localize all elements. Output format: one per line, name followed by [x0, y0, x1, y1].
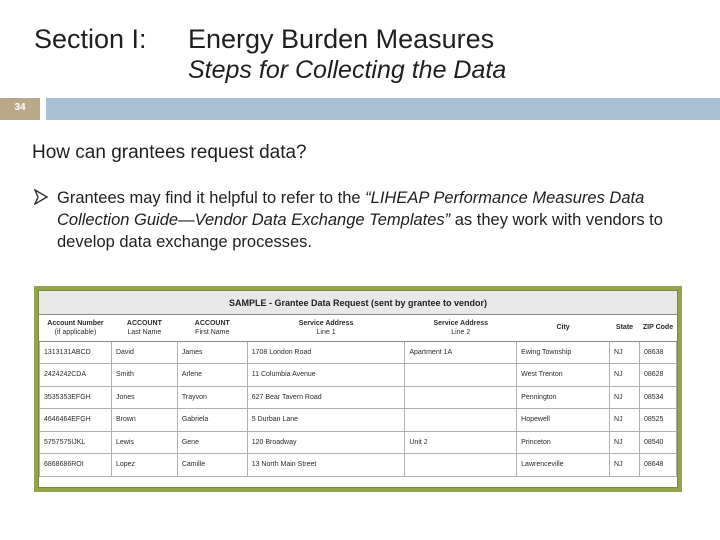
table-cell: Apartment 1A: [405, 341, 517, 364]
table-cell: 1708 London Road: [247, 341, 405, 364]
table-cell: Pennington: [517, 386, 610, 409]
table-cell: NJ: [610, 341, 640, 364]
table-cell: 5 Durban Lane: [247, 409, 405, 432]
table-cell: Lewis: [111, 431, 177, 454]
data-request-table: [39, 315, 677, 477]
section-subtitle: Steps for Collecting the Data: [188, 56, 507, 84]
table-cell: Princeton: [517, 431, 610, 454]
table-row: [40, 409, 677, 432]
table-cell: Ewing Township: [517, 341, 610, 364]
column-header-main: State: [615, 324, 634, 332]
table-cell: Arlene: [177, 364, 247, 387]
table-cell: 11 Columbia Avenue: [247, 364, 405, 387]
table-cell: Hopewell: [517, 409, 610, 432]
table-cell: NJ: [610, 386, 640, 409]
table-cell: James: [177, 341, 247, 364]
column-header: [639, 315, 676, 341]
table-cell: 13 North Main Street: [247, 454, 405, 477]
column-header-sub: Line 2: [451, 328, 471, 336]
table-cell: Lopez: [111, 454, 177, 477]
table-cell: 08525: [639, 409, 676, 432]
column-header-sub: First Name: [195, 328, 230, 336]
table-cell: [405, 409, 517, 432]
table-cell: 1313131ABCD: [40, 341, 112, 364]
table-cell: Jones: [111, 386, 177, 409]
column-header-main: Service Address: [433, 319, 489, 327]
table-cell: NJ: [610, 409, 640, 432]
column-header: [177, 315, 247, 341]
column-header-sub: Line 1: [316, 328, 336, 336]
table-row: [40, 341, 677, 364]
table-row: [40, 386, 677, 409]
table-row: [40, 364, 677, 387]
table-cell: 3535353EFGH: [40, 386, 112, 409]
table-cell: [405, 364, 517, 387]
column-header: [610, 315, 640, 341]
table-cell: 4646464EFGH: [40, 409, 112, 432]
table-cell: Smith: [111, 364, 177, 387]
column-header-main: City: [556, 324, 570, 332]
table-cell: 2424242CDA: [40, 364, 112, 387]
table-cell: Gabriela: [177, 409, 247, 432]
bullet-text-pre: Grantees may find it helpful to refer to the: [57, 189, 366, 207]
title-divider-band: [46, 98, 720, 120]
slide-number: 34: [14, 102, 26, 113]
table-cell: 627 Bear Tavern Road: [247, 386, 405, 409]
table-cell: Trayvon: [177, 386, 247, 409]
table-cell: Brown: [111, 409, 177, 432]
table-row: [40, 431, 677, 454]
table-header-row: [40, 315, 677, 341]
column-header-main: ZIP Code: [642, 324, 674, 332]
slide-heading: How can grantees request data?: [32, 142, 307, 163]
column-header: [405, 315, 517, 341]
table-cell: Gene: [177, 431, 247, 454]
table-cell: 08628: [639, 364, 676, 387]
table-cell: 08540: [639, 431, 676, 454]
arrow-bullet-icon: [34, 189, 48, 205]
column-header: [247, 315, 405, 341]
column-header: [111, 315, 177, 341]
column-header-main: ACCOUNT: [126, 319, 162, 327]
table-cell: [405, 454, 517, 477]
column-header: [40, 315, 112, 341]
column-header-main: Service Address: [298, 319, 354, 327]
table-row: [40, 454, 677, 477]
column-header-sub: (if applicable): [54, 328, 97, 336]
table-cell: NJ: [610, 454, 640, 477]
table-cell: 5757575IJKL: [40, 431, 112, 454]
table-cell: Unit 2: [405, 431, 517, 454]
sample-table-title: SAMPLE - Grantee Data Request (sent by grantee to vendor): [39, 291, 677, 315]
table-cell: 08638: [639, 341, 676, 364]
table-cell: NJ: [610, 364, 640, 387]
table-cell: 6868686ROI: [40, 454, 112, 477]
sample-table-frame: [34, 286, 682, 492]
bullet-text-guide-title: “LIHEAP Performance Measures Data Collection Guide—Vendor Data Exchange Templates”: [57, 189, 645, 229]
section-title: Energy Burden Measures: [188, 24, 495, 54]
column-header-sub: Last Name: [127, 328, 162, 336]
section-label: Section I:: [34, 24, 147, 54]
table-cell: Camille: [177, 454, 247, 477]
sample-table: [38, 290, 678, 488]
table-cell: 08534: [639, 386, 676, 409]
table-cell: 120 Broadway: [247, 431, 405, 454]
table-cell: 08648: [639, 454, 676, 477]
bullet-text-post: as they work with vendors to develop data exchange processes.: [57, 211, 663, 251]
bullet-text: [57, 187, 697, 253]
column-header-main: ACCOUNT: [194, 319, 230, 327]
table-cell: Lawrenceville: [517, 454, 610, 477]
table-cell: David: [111, 341, 177, 364]
table-cell: West Trenton: [517, 364, 610, 387]
column-header-main: Account Number: [47, 319, 104, 327]
column-header: [517, 315, 610, 341]
table-cell: [405, 386, 517, 409]
table-cell: NJ: [610, 431, 640, 454]
